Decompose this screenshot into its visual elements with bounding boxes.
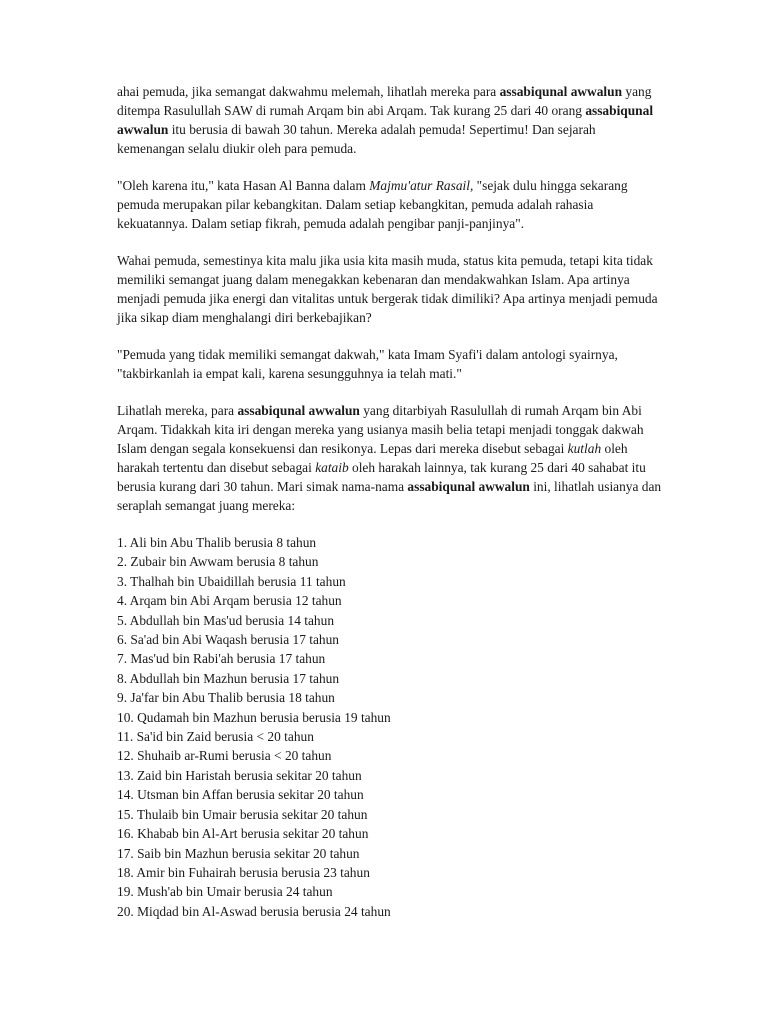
italic-term: kutlah — [567, 441, 602, 456]
list-item: 1. Ali bin Abu Thalib berusia 8 tahun — [117, 535, 317, 550]
italic-term: kataib — [315, 460, 349, 475]
list-item: 5. Abdullah bin Mas'ud berusia 14 tahun — [117, 612, 335, 628]
document-page — [117, 82, 662, 921]
list-item: 8. Abdullah bin Mazhun berusia 17 tahun — [117, 670, 340, 686]
sahabat-age-list — [117, 533, 662, 921]
list-item: 14. Utsman bin Affan berusia sekitar 20 tahun — [117, 787, 364, 803]
paragraph-4 — [117, 345, 662, 383]
text-run: "Pemuda yang tidak memiliki semangat dakwah," kata Imam Syafi'i dalam antologi syairnya, "takbirkanlah ia empat kali, karena sesungguhnya ia telah mati." — [117, 347, 618, 381]
list-item: 9. Ja'far bin Abu Thalib berusia 18 tahun — [117, 690, 335, 706]
list-item: 7. Mas'ud bin Rabi'ah berusia 17 tahun — [117, 651, 326, 667]
list-item: 19. Mush'ab bin Umair berusia 24 tahun — [117, 884, 333, 900]
list-item: 2. Zubair bin Awwam berusia 8 tahun — [117, 554, 319, 570]
list-item: 3. Thalhah bin Ubaidillah berusia 11 tahun — [117, 573, 346, 589]
text-run: "Oleh karena itu," kata Hasan Al Banna dalam — [117, 178, 370, 193]
list-item: 18. Amir bin Fuhairah berusia berusia 23 tahun — [117, 864, 370, 880]
text-run: itu berusia di bawah 30 tahun. Mereka adalah pemuda! Sepertimu! Dan sejarah kemenangan selalu diukir oleh para pemuda. — [117, 122, 596, 156]
list-item: 17. Saib bin Mazhun berusia sekitar 20 tahun — [117, 845, 360, 861]
list-item: 20. Miqdad bin Al-Aswad berusia berusia 24 tahun — [117, 903, 391, 919]
text-run: , "sejak dulu hingga sekarang pemuda merupakan pilar kebangkitan. Dalam setiap kebangkitan, pemuda adalah rahasia kekuatannya. Dalam setiap fikrah, pemuda adalah pengibar panji-panjinya". — [117, 178, 628, 231]
bold-term: assabiqunal awwalun — [499, 84, 623, 99]
document-body — [117, 82, 662, 515]
text-run: ahai pemuda, jika semangat dakwahmu melemah, lihatlah mereka para — [117, 84, 500, 99]
list-item: 13. Zaid bin Haristah berusia sekitar 20 tahun — [117, 767, 362, 783]
bold-term: assabiqunal awwalun — [237, 403, 360, 418]
text-run: yang ditarbiyah Rasulullah di rumah Arqam bin Abi Arqam. Tidakkah kita iri dengan mereka yang usianya masih belia tetapi menjadi tonggak dakwah Islam dengan segala konsekuensi dan resikonya. Lepas dari mereka disebut sebagai — [117, 403, 644, 456]
paragraph-3 — [117, 251, 662, 327]
list-item: 12. Shuhaib ar-Rumi berusia < 20 tahun — [117, 748, 332, 764]
bold-term: assabiqunal awwalun — [407, 479, 530, 494]
list-item: 11. Sa'id bin Zaid berusia < 20 tahun — [117, 729, 314, 745]
text-run: oleh harakah lainnya, tak kurang 25 dari 40 sahabat itu berusia kurang dari 30 tahun. Mari simak nama-nama — [117, 460, 646, 494]
text-run: oleh harakah tertentu dan disebut sebagai — [117, 441, 628, 475]
paragraph-5 — [117, 401, 662, 515]
text-run: Wahai pemuda, semestinya kita malu jika usia kita masih muda, status kita pemuda, tetapi kita tidak memiliki semangat juang dalam menegakkan kebenaran dan mendakwahkan Islam. Apa artinya menjadi pemuda jika energi dan vitalitas untuk bergerak tidak dimiliki? Apa artinya menjadi pemuda jika sikap diam menghalangi diri berkebajikan? — [117, 253, 658, 325]
list-item: 15. Thulaib bin Umair berusia sekitar 20 tahun — [117, 806, 368, 822]
list-item: 16. Khabab bin Al-Art berusia sekitar 20 tahun — [117, 826, 369, 842]
italic-term: Majmu'atur Rasail — [369, 178, 470, 193]
list-item: 6. Sa'ad bin Abi Waqash berusia 17 tahun — [117, 632, 339, 648]
text-run: Lihatlah mereka, para — [117, 403, 238, 418]
text-run: yang ditempa Rasulullah SAW di rumah Arqam bin abi Arqam. Tak kurang 25 dari 40 orang — [117, 84, 652, 118]
bold-term: assabiqunal awwalun — [117, 103, 654, 137]
paragraph-2 — [117, 176, 662, 233]
text-run: ini, lihatlah usianya dan seraplah semangat juang mereka: — [117, 479, 662, 513]
list-item: 4. Arqam bin Abi Arqam berusia 12 tahun — [117, 593, 342, 609]
paragraph-1 — [117, 82, 662, 158]
list-item: 10. Qudamah bin Mazhun berusia berusia 19 tahun — [117, 709, 391, 725]
